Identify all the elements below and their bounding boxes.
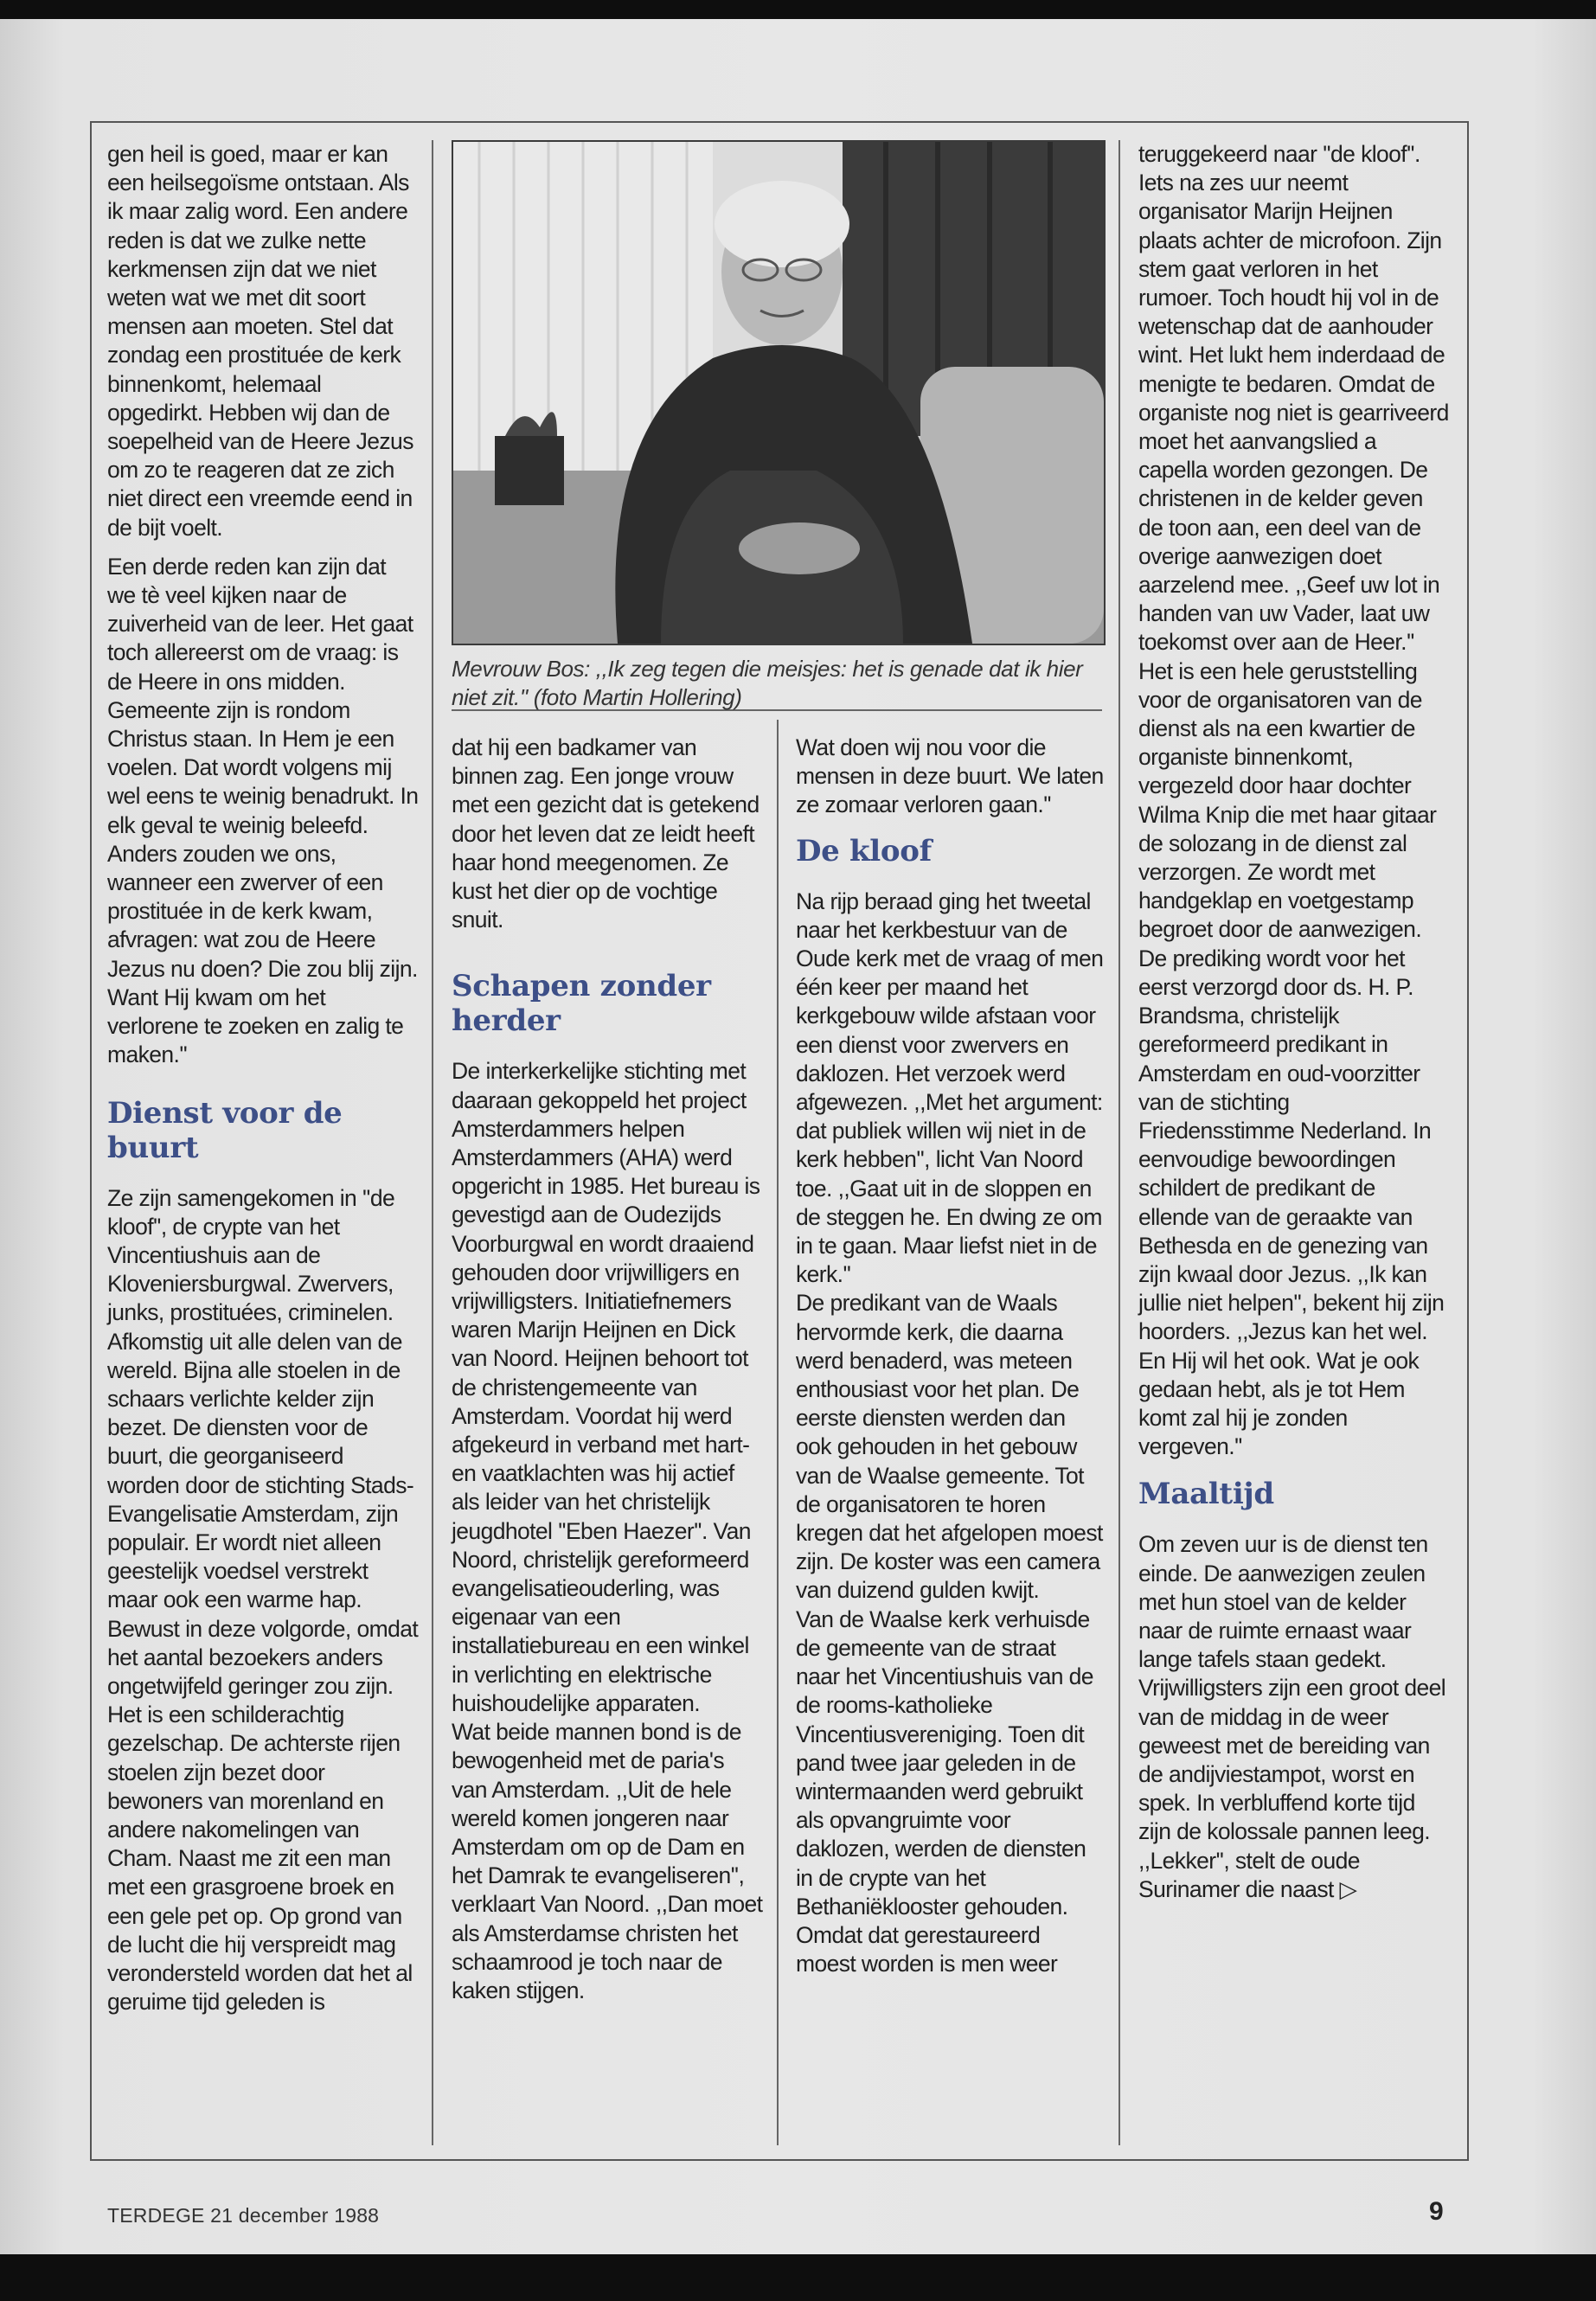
- paragraph: teruggekeerd naar ''de kloof''.: [1138, 141, 1420, 167]
- photo-illustration: [453, 142, 1104, 644]
- paragraph: gen heil is goed, maar er kan een heilsegoïsme ontstaan. Als ik maar zalig word. Een andere reden is dat we zulke nette kerkmensen zijn dat we niet weten wat we met dit soort mensen aan moeten. Stel dat zondag een prostituée de kerk binnenkomt, helemaal opgedirkt. Hebben wij dan de soepelheid van de Heere Jezus om zo te reageren dat ze zich niet direct een vreemde eend in de bijt voelt.: [107, 141, 413, 541]
- paragraph: Een derde reden kan zijn dat we tè veel kijken naar de zuiverheid van de leer. Het gaat toch allereerst om de vraag: is de Heere in ons midden. Gemeente zijn is rondom Christus staan. In Hem je een voelen. Dat wordt volgens mij wel eens te weinig benadrukt. In elk geval te weinig beleefd. Anders zouden we ons, wanneer een zwerver of een prostituée in de kerk kwam, afvragen: wat zou de Heere Jezus nu doen? Die zou blij zijn. Want Hij kwam om het verlorene te zoeken en zalig te maken.'': [107, 553, 419, 1068]
- paragraph: Na rijp beraad ging het tweetal naar het kerkbestuur van de Oude kerk met de vraag of men één keer per maand het kerkgebouw wilde afstaan voor een dienst voor zwervers en daklozen. Het verzoek werd afgewezen. ,,Met het argument: dat publiek willen wij niet in de kerk hebben'', licht Van Noord toe. ,,Gaat uit in de sloppen en de steggen he. En dwing ze om in te gaan. Maar liefst niet in de kerk.'': [796, 888, 1104, 1288]
- magazine-page: [0, 19, 1596, 2254]
- paragraph: Het is een schilderachtig gezelschap. De achterste rijen stoelen zijn bezet door bewoners van morenland en andere nakomelingen van Cham. Naast me zit een man met een grasgroene broek en een gele pet op. Op grond van de lucht die hij verspreidt mag verondersteld worden dat het al geruime tijd geleden is: [107, 1702, 413, 2016]
- paragraph: Iets na zes uur neemt organisator Marijn Heijnen plaats achter de microfoon. Zijn stem gaat verloren in het rumoer. Toch houdt hij vol in de wetenschap dat de aanhouder wint. Het lukt hem inderdaad de menigte te bedaren. Omdat de organiste nog niet is gearriveerd moet het aanvangslied a capella worden gezongen. De christenen in de kelder geven de toon aan, een deel van de overige aanwezigen doet aarzelend mee. ,,Geef uw lot in handen van uw Vader, laat uw toekomst over aan de Heer.'': [1138, 170, 1449, 656]
- section-heading: Maaltijd: [1138, 1477, 1274, 1512]
- column-3: [796, 734, 1104, 1978]
- publication-footer: TERDEGE 21 december 1988: [107, 2204, 380, 2227]
- paragraph: dat hij een badkamer van binnen zag. Een jonge vrouw met een gezicht dat is getekend door het leven dat ze leidt heeft haar hond meegenomen. Ze kust het dier op de vochtige snuit.: [452, 734, 760, 933]
- scan-border-top: [0, 0, 1596, 19]
- column-2: [452, 734, 765, 2005]
- paragraph: Om zeven uur is de dienst ten einde. De aanwezigen zeulen met hun stoel van de kelder naar de ruimte ernaast waar lange tafels staan gedekt. Vrijwilligsters zijn een groot deel van de middag in de weer geweest met de bereiding van de andijviestampot, worst en spek. In verbluffend korte tijd zijn de kolossale pannen leeg. ,,Lekker'', stelt de oude Surinamer die naast ▷: [1138, 1531, 1446, 1902]
- column-1: [107, 140, 419, 2016]
- column-4: [1138, 140, 1450, 1904]
- section-heading: De kloof: [796, 833, 933, 868]
- paragraph: De interkerkelijke stichting met daaraan gekoppeld het project Amsterdammers helpen Amsterdammers (AHA) werd opgericht in 1985. Het bureau is gevestigd aan de Oudezijds Voorburgwal en wordt draaiend gehouden door vrijwilligers en vrijwilligsters. Initiatiefnemers waren Marijn Heijnen en Dick van Noord. Heijnen behoort tot de christengemeente van Amsterdam. Voordat hij werd afgekeurd in verband met hart- en vaatklachten was hij actief als leider van het christelijk jeugdhotel ''Eben Haezer''. Van Noord, christelijk gereformeerd evangelisatieouderling, was eigenaar van een installatiebureau en een winkel in verlichting en elektrische huishoudelijke apparaten.: [452, 1058, 760, 1716]
- column-rule-3: [1118, 140, 1120, 2145]
- paragraph: De predikant van de Waals hervormde kerk, die daarna werd benaderd, was meteen enthousiast voor het plan. De eerste diensten werden dan ook gehouden in het gebouw van de Waalse gemeente. Tot de organisatoren te horen kregen dat het afgelopen moest zijn. De koster was een camera van duizend gulden kwijt.: [796, 1290, 1103, 1604]
- column-rule-2: [777, 720, 779, 2145]
- section-heading: Dienst voor de buurt: [107, 1095, 343, 1165]
- page-number: 9: [1429, 2197, 1444, 2226]
- paragraph: Het is een hele geruststelling voor de organisatoren van de dienst als na een kwartier de organiste binnenkomt, vergezeld door haar dochter Wilma Knip die met haar gitaar de solozang in de dienst zal verzorgen. Ze wordt met handgeklap en voetgestamp begroet door de aanwezigen.: [1138, 657, 1437, 943]
- paragraph: De prediking wordt voor het eerst verzorgd door ds. H. P. Brandsma, christelijk gereformeerd predikant in Amsterdam en oud-voorzitter van de stichting Friedensstimme Nederland. In eenvoudige bewoordingen schildert de predikant de ellende van de geraakte van Bethesda en de genezing van zijn kwaal door Jezus. ,,Ik kan jullie niet helpen'', bekent hij zijn hoorders. ,,Jezus kan het wel. En Hij wil het ook. Wat je ook gedaan hebt, als je tot Hem komt zal hij je zonden vergeven.'': [1138, 945, 1445, 1460]
- photo-caption: Mevrouw Bos: ,,Ik zeg tegen die meisjes: het is genade dat ik hier niet zit.'' (foto Martin Hollering): [452, 656, 1083, 710]
- paragraph: Wat beide mannen bond is de bewogenheid met de paria's van Amsterdam. ,,Uit de hele wereld komen jongeren naar Amsterdam om op de Dam en het Damrak te evangeliseren'', verklaart Van Noord. ,,Dan moet als Amsterdamse christen het schaamrood je toch naar de kaken stijgen.: [452, 1719, 763, 2003]
- paragraph: Van de Waalse kerk verhuisde de gemeente van de straat naar het Vincentiushuis van de de rooms-katholieke Vincentiusvereniging. Toen dit pand twee jaar geleden in de wintermaanden werd gebruikt als opvangruimte voor daklozen, werden de diensten in de crypte van het Bethaniëklooster gehouden. Omdat dat gerestaureerd moest worden is men weer: [796, 1606, 1093, 1977]
- section-heading: Schapen zonder herder: [452, 969, 711, 1039]
- column-rule-1: [432, 140, 433, 2145]
- paragraph: Ze zijn samengekomen in ''de kloof'', de crypte van het Vincentiushuis aan de Kloveniersburgwal. Zwervers, junks, prostituées, criminelen. Afkomstig uit alle delen van de wereld. Bijna alle stoelen in de schaars verlichte kelder zijn bezet. De diensten voor de buurt, die georganiseerd worden door de stichting Stads-Evangelisatie Amsterdam, zijn populair. Er wordt niet alleen geestelijk voedsel verstrekt maar ook een warme hap. Bewust in deze volgorde, omdat het aantal bezoekers anders ongetwijfeld geringer zou zijn.: [107, 1184, 419, 1699]
- portrait-photo: [452, 140, 1106, 645]
- scan-border-bottom: [0, 2254, 1596, 2301]
- paragraph: Wat doen wij nou voor die mensen in deze buurt. We laten ze zomaar verloren gaan.'': [796, 734, 1104, 818]
